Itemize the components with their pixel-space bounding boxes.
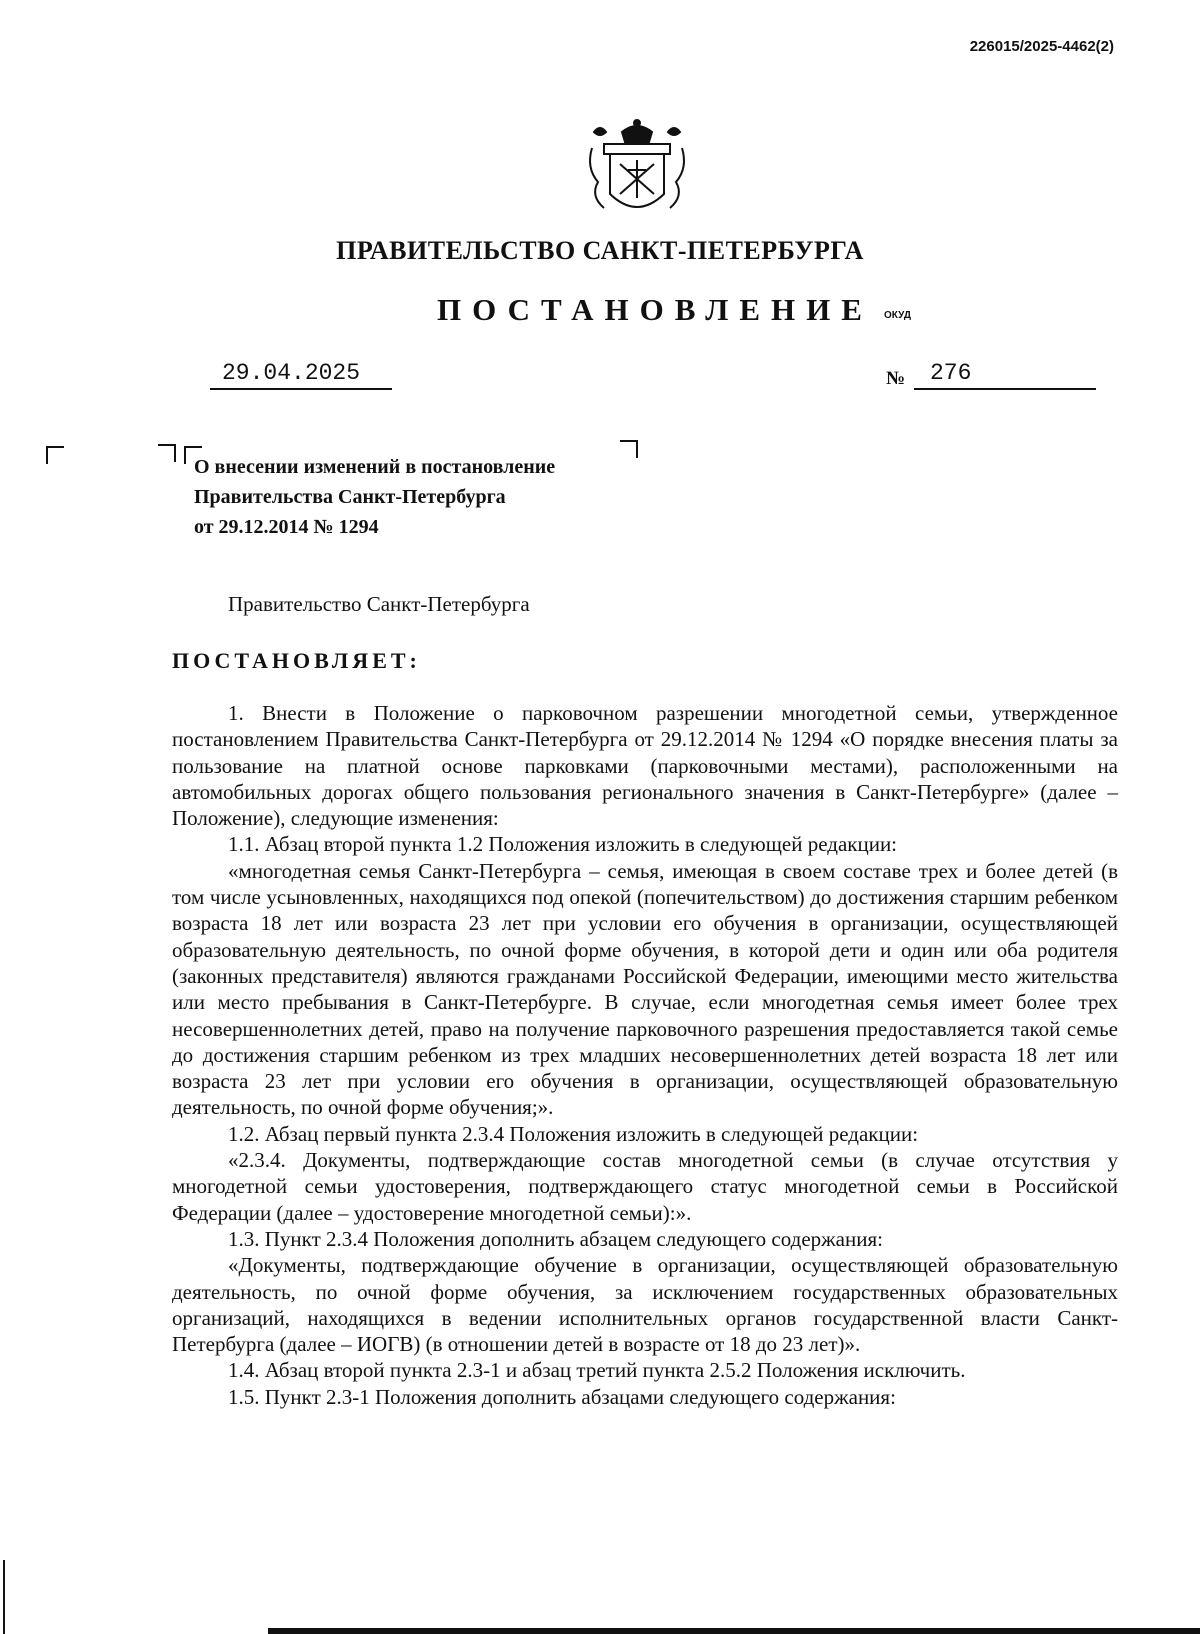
document-type: ПОСТАНОВЛЕНИЕ (437, 292, 873, 327)
paragraph: 1. Внести в Положение о парковочном разрешении многодетной семьи, утвержденное постановлением Правительства Санкт-Петербурга от 29.12.2014 № 1294 «О порядке внесения платы за пользование на платной основе парковками (парковочными местами), расположенными на автомобильных дорогах общего пользования регионального значения в Санкт-Петербурге» (далее – Положение), следующие изменения: (172, 701, 1118, 831)
paragraph: «Документы, подтверждающие обучение в организации, осуществляющей образовательную деятельность, по очной форме обучения, за исключением государственных образовательных организаций, находящихся в ведении исполнительных органов государственной власти Санкт-Петербурга (далее – ИОГВ) (в отношении детей в возрасте от 18 до 23 лет)». (172, 1253, 1118, 1357)
subject-line: от 29.12.2014 № 1294 (194, 516, 379, 538)
document-body (172, 700, 1118, 1410)
paragraph: «2.3.4. Документы, подтверждающие состав многодетной семьи (в случае отсутствия у многодетной семьи удостоверения, подтверждающего статус многодетной семьи в Российской Федерации (далее – удостоверение многодетной семьи):». (172, 1148, 1118, 1225)
document-number: 276 (914, 360, 1096, 390)
document-id: 226015/2025-4462(2) (969, 38, 1114, 55)
number-sign: № (886, 368, 906, 389)
resolves-heading: ПОСТАНОВЛЯЕТ: (172, 648, 421, 673)
scan-edge-mark (3, 1560, 5, 1634)
paragraph: «многодетная семья Санкт-Петербурга – семья, имеющая в своем составе трех и более детей (в том числе усыновленных, находящихся под опекой (попечительством) до достижения старшим ребенком возраста 18 лет или возраста 23 лет при условии его обучения в организации, осуществляющей образовательную деятельность, по очной форме обучения, в которой дети и один или оба родителя (законных представителя) являются гражданами Российской Федерации, имеющими место жительства или место пребывания в Санкт-Петербурге. В случае, если многодетная семья имеет более трех несовершеннолетних детей, право на получение парковочного разрешения предоставляется такой семье до достижения старшим ребенком из трех младших несовершеннолетних детей возраста 18 лет или возраста 23 лет при условии его обучения в организации, осуществляющей образовательную деятельность, по очной форме обучения;». (172, 858, 1118, 1120)
paragraph: 1.5. Пункт 2.3-1 Положения дополнить абзацами следующего содержания: (228, 1384, 896, 1409)
issuer: Правительство Санкт-Петербурга (228, 592, 530, 616)
document-subject (194, 452, 664, 542)
paragraph: 1.2. Абзац первый пункта 2.3.4 Положения изложить в следующей редакции: (228, 1121, 919, 1146)
paragraph: 1.3. Пункт 2.3.4 Положения дополнить абзацем следующего содержания: (228, 1226, 883, 1251)
subject-line: Правительства Санкт-Петербурга (194, 486, 506, 508)
document-date: 29.04.2025 (210, 360, 392, 390)
saint-petersburg-coat-of-arms-icon (584, 118, 690, 218)
subject-line: О внесении изменений в постановление (194, 456, 556, 478)
paragraph: 1.1. Абзац второй пункта 1.2 Положения изложить в следующей редакции: (228, 832, 898, 857)
paragraph: 1.4. Абзац второй пункта 2.3-1 и абзац третий пункта 2.5.2 Положения исключить. (228, 1358, 966, 1383)
corner-mark (158, 444, 176, 462)
corner-mark (46, 446, 64, 464)
government-title: ПРАВИТЕЛЬСТВО САНКТ-ПЕТЕРБУРГА (336, 236, 864, 265)
scan-bottom-edge (268, 1628, 1200, 1634)
okud-label: ОКУД (884, 310, 911, 321)
